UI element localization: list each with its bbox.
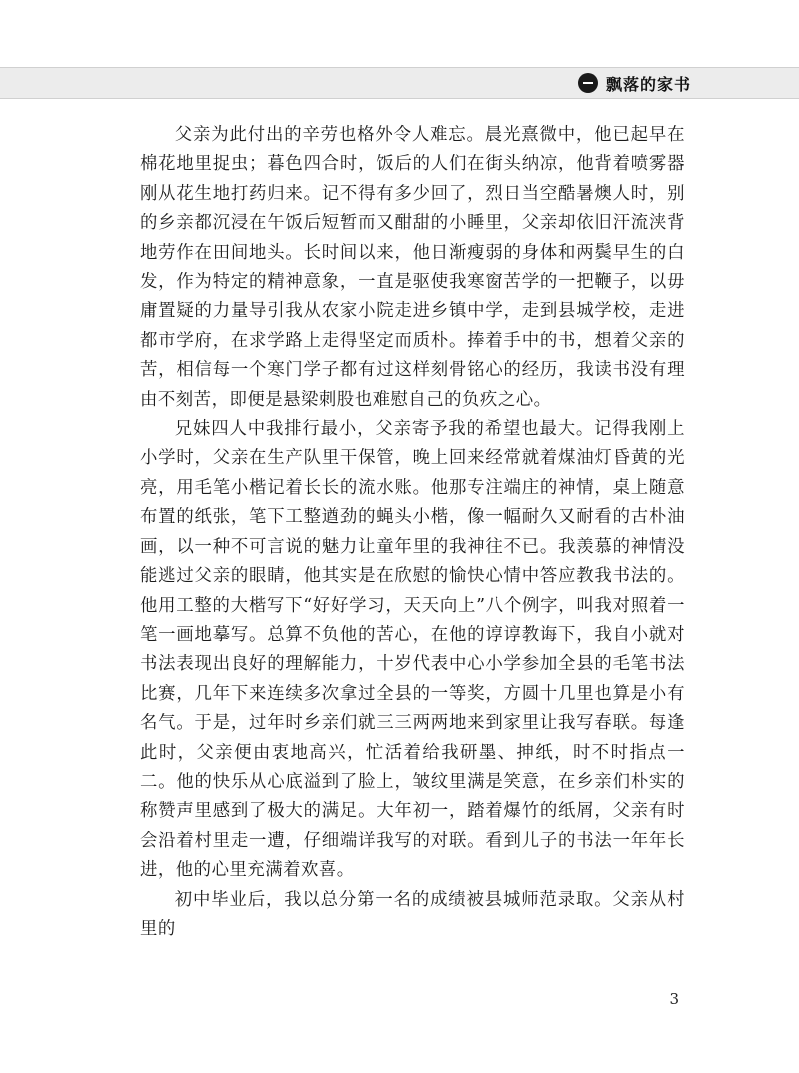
- paragraph-3: 初中毕业后，我以总分第一名的成绩被县城师范录取。父亲从村里的: [140, 889, 685, 939]
- paragraph-1: 父亲为此付出的辛劳也格外令人难忘。晨光熹微中，他已起早在棉花地里捉虫；暮色四合时，饭后的人们在街头纳凉，他背着喷雾器刚从花生地打药归来。记不得有多少回了，烈日当空酷暑燠人时，别的乡亲都沉浸在午饭后短暂而又酣甜的小睡里，父亲却依旧汗流浃背地劳作在田间地头。长时间以来，他日渐瘦弱的身体和两鬓早生的白发，作为特定的精神意象，一直是驱使我寒窗苦学的一把鞭子，以毋庸置疑的力量导引我从农家小院走进乡镇中学，走到县城学校，走进都市学府，在求学路上走得坚定而质朴。捧着手中的书，想着父亲的苦，相信每一个寒门学子都有过这样刻骨铭心的经历，我读书没有理由不刻苦，即便是悬梁刺股也难慰自己的负疚之心。: [140, 125, 685, 410]
- chapter-title: 飘落的家书: [605, 74, 691, 94]
- running-header: [0, 67, 799, 99]
- header-title-group: [578, 68, 691, 98]
- paragraph-2: 兄妹四人中我排行最小，父亲寄予我的希望也最大。记得我刚上小学时，父亲在生产队里干保管，晚上回来经常就着煤油灯昏黄的光亮，用毛笔小楷记着长长的流水账。他那专注端庄的神情，桌上随意布置的纸张，笔下工整遒劲的蝇头小楷，像一幅耐久又耐看的古朴油画，以一种不可言说的魅力让童年里的我神往不已。我羡慕的神情没能逃过父亲的眼睛，他其实是在欣慰的愉快心情中答应教我书法的。他用工整的大楷写下“好好学习，天天向上”八个例字，叫我对照着一笔一画地摹写。总算不负他的苦心，在他的谆谆教诲下，我自小就对书法表现出良好的理解能力，十岁代表中心小学参加全县的毛笔书法比赛，几年下来连续多次拿过全县的一等奖，方圆十几里也算是小有名气。于是，过年时乡亲们就三三两两地来到家里让我写春联。每逢此时，父亲便由衷地高兴，忙活着给我研墨、抻纸，时不时指点一二。他的快乐从心底溢到了脸上，皱纹里满是笑意，在乡亲们朴实的称赞声里感到了极大的满足。大年初一，踏着爆竹的纸屑，父亲有时会沿着村里走一遭，仔细端详我写的对联。看到儿子的书法一年年长进，他的心里充满着欢喜。: [140, 419, 685, 881]
- page-number: 3: [669, 990, 679, 1008]
- dash-circle-icon: [578, 73, 598, 93]
- body-text: [140, 121, 685, 944]
